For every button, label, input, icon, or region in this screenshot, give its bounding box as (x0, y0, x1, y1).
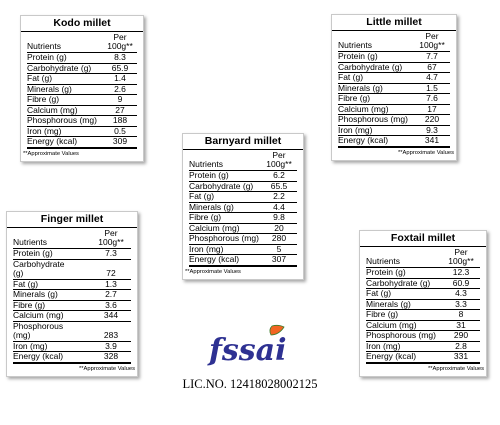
table-row (366, 310, 480, 321)
nutrient-name: Carbohydrate (g) (27, 62, 92, 73)
nutrient-value: 0.5 (114, 125, 126, 136)
nutrient-value: 5 (276, 243, 282, 254)
nutrient-name: Calcium (mg) (338, 103, 389, 114)
nutrient-name: Energy (kcal) (189, 254, 240, 264)
nutrient-value: 2.7 (105, 289, 117, 299)
nutrient-name: Calcium (mg) (366, 319, 417, 330)
nutrient-name: Protein (g) (366, 267, 406, 277)
header-per-100g: Per 100g** (419, 31, 445, 50)
fssai-logo (205, 322, 295, 372)
nutrient-name: Energy (kcal) (338, 135, 389, 145)
finger-millet-panel (6, 211, 138, 377)
header-nutrients: Nutrients (338, 40, 373, 50)
table-header (189, 150, 297, 171)
panel-title: Little millet (332, 15, 456, 31)
header-per-100g: Per 100g** (266, 150, 292, 169)
nutrient-name: Fibre (g) (27, 94, 60, 104)
nutrient-value: 307 (271, 254, 287, 264)
nutrient-value: 2.2 (273, 191, 285, 201)
nutrient-name: Energy (kcal) (27, 136, 78, 146)
table-row (189, 255, 297, 267)
nutrient-name: Carbohydrate (g) (366, 277, 431, 288)
header-nutrients: Nutrients (366, 256, 401, 266)
approximate-values-note: **Approximate Values (398, 149, 454, 156)
nutrient-value: 309 (112, 136, 128, 146)
nutrient-name: Calcium (mg) (13, 310, 64, 320)
nutrient-value: 72 (106, 268, 116, 278)
table-row (13, 311, 131, 322)
nutrient-value: 7.7 (426, 51, 438, 61)
table-row (366, 289, 480, 300)
nutrient-name: Iron (mg) (366, 340, 401, 351)
table-row (13, 290, 131, 301)
nutrient-value: 7.6 (426, 93, 438, 103)
table-row (13, 352, 131, 364)
table-header (366, 247, 480, 268)
nutrient-value: 31 (456, 319, 466, 330)
nutrient-value: 9 (117, 94, 123, 104)
nutrient-name: Iron (mg) (13, 340, 48, 351)
nutrient-name: Phosphorous (mg) (27, 115, 97, 125)
nutrient-name: Carbohydrate (g) (13, 258, 65, 278)
nutrient-value: 12.3 (452, 267, 470, 277)
nutrient-name: Phosphorous (mg) (366, 330, 436, 340)
table-row (27, 53, 137, 64)
nutrient-value: 328 (103, 351, 119, 361)
table-header (27, 32, 137, 53)
table-row (366, 268, 480, 279)
nutrient-value: 188 (112, 115, 128, 125)
nutrient-name: Iron (mg) (338, 124, 373, 135)
barnyard-millet-panel (182, 133, 304, 280)
nutrient-value: 341 (424, 135, 440, 145)
table-row (366, 352, 480, 364)
nutrient-value: 1.3 (105, 278, 117, 289)
nutrient-name: Phosphorous (mg) (338, 114, 408, 124)
nutrient-value: 2.8 (455, 340, 467, 351)
nutrient-value: 65.5 (270, 180, 288, 191)
table-header (338, 31, 450, 52)
nutrient-name: Minerals (g) (366, 298, 411, 309)
nutrient-name: Minerals (g) (338, 82, 383, 93)
panel-title: Barnyard millet (183, 134, 303, 150)
nutrient-value: 20 (274, 222, 284, 233)
little-millet-panel (331, 14, 457, 161)
nutrient-value: 9.8 (273, 212, 285, 222)
table-row (189, 234, 297, 245)
nutrient-value: 2.6 (114, 83, 126, 94)
nutrient-value: 8.3 (114, 52, 126, 62)
nutrient-name: Minerals (g) (189, 201, 234, 212)
table-row (338, 52, 450, 63)
nutrient-value: 220 (424, 114, 440, 124)
nutrient-name: Energy (kcal) (366, 351, 417, 361)
nutrient-value: 65.9 (111, 62, 129, 73)
panel-title: Kodo millet (21, 16, 143, 32)
table-row (338, 94, 450, 105)
nutrient-value: 1.4 (114, 73, 126, 83)
header-per-100g: Per 100g** (448, 247, 474, 266)
license-number: LIC.NO. 12418028002125 (182, 377, 318, 391)
table-row (27, 116, 137, 127)
nutrient-name: Carbohydrate (g) (189, 180, 254, 191)
table-row (13, 322, 131, 342)
panel-title: Finger millet (7, 212, 137, 228)
nutrient-value: 3.6 (105, 299, 117, 310)
nutrient-name: Protein (g) (338, 51, 378, 61)
nutrient-value: 3.3 (455, 298, 467, 309)
nutrient-name: Fibre (g) (366, 309, 399, 319)
nutrient-name: Carbohydrate (g) (338, 61, 403, 72)
nutrient-value: 60.9 (452, 277, 470, 288)
nutrient-value: 290 (453, 330, 469, 340)
kodo-millet-panel (20, 15, 144, 162)
table-row (27, 74, 137, 85)
table-row (189, 171, 297, 182)
table-header (13, 228, 131, 249)
header-per-100g: Per 100g** (107, 32, 133, 51)
nutrient-name: Iron (mg) (189, 243, 224, 254)
nutrient-name: Phosphorous (mg) (189, 233, 259, 243)
approximate-values-note: **Approximate Values (79, 365, 135, 372)
nutrient-name: Phosphorous (mg) (13, 320, 64, 340)
table-row (338, 136, 450, 148)
nutrient-name: Fibre (g) (189, 212, 222, 222)
header-per-100g: Per 100g** (98, 228, 124, 247)
table-row (189, 192, 297, 203)
nutrient-value: 283 (103, 330, 119, 340)
nutrient-name: Iron (mg) (27, 125, 62, 136)
nutrient-name: Minerals (g) (13, 289, 58, 299)
logo-text: fssai (209, 333, 287, 368)
nutrient-name: Minerals (g) (27, 83, 72, 94)
nutrient-value: 3.9 (105, 340, 117, 351)
nutrient-value: 4.7 (426, 72, 438, 82)
table-row (338, 73, 450, 84)
nutrient-value: 4.3 (455, 288, 467, 298)
nutrient-name: Fibre (g) (338, 93, 371, 103)
nutrient-value: 344 (103, 310, 119, 320)
nutrient-name: Fat (g) (27, 73, 53, 83)
nutrient-value: 67 (427, 61, 437, 72)
nutrient-value: 7.3 (105, 248, 117, 258)
nutrient-value: 8 (458, 309, 464, 319)
approximate-values-note: **Approximate Values (23, 150, 79, 157)
nutrient-name: Fibre (g) (13, 299, 46, 310)
nutrient-name: Fat (g) (189, 191, 215, 201)
table-row (338, 115, 450, 126)
approximate-values-note: **Approximate Values (185, 268, 241, 275)
header-nutrients: Nutrients (13, 237, 48, 247)
table-row (27, 95, 137, 106)
foxtail-millet-panel (359, 230, 487, 377)
nutrient-name: Energy (kcal) (13, 351, 64, 361)
table-row (27, 137, 137, 149)
nutrient-value: 331 (453, 351, 469, 361)
nutrient-value: 6.2 (273, 170, 285, 180)
nutrient-name: Protein (g) (27, 52, 67, 62)
table-row (13, 249, 131, 260)
nutrient-name: Fat (g) (366, 288, 392, 298)
nutrient-value: 27 (115, 104, 125, 115)
nutrient-name: Fat (g) (13, 278, 39, 289)
approximate-values-note: **Approximate Values (428, 365, 484, 372)
nutrient-value: 17 (427, 103, 437, 114)
nutrient-name: Calcium (mg) (189, 222, 240, 233)
nutrient-name: Fat (g) (338, 72, 364, 82)
nutrient-value: 9.3 (426, 124, 438, 135)
nutrient-name: Protein (g) (189, 170, 229, 180)
table-row (366, 331, 480, 342)
nutrient-value: 4.4 (273, 201, 285, 212)
table-row (189, 213, 297, 224)
nutrient-value: 280 (271, 233, 287, 243)
nutrient-value: 1.5 (426, 82, 438, 93)
header-nutrients: Nutrients (189, 159, 224, 169)
nutrient-name: Calcium (mg) (27, 104, 78, 115)
nutrient-name: Protein (g) (13, 248, 53, 258)
table-row (13, 260, 131, 280)
header-nutrients: Nutrients (27, 41, 62, 51)
panel-title: Foxtail millet (360, 231, 486, 247)
